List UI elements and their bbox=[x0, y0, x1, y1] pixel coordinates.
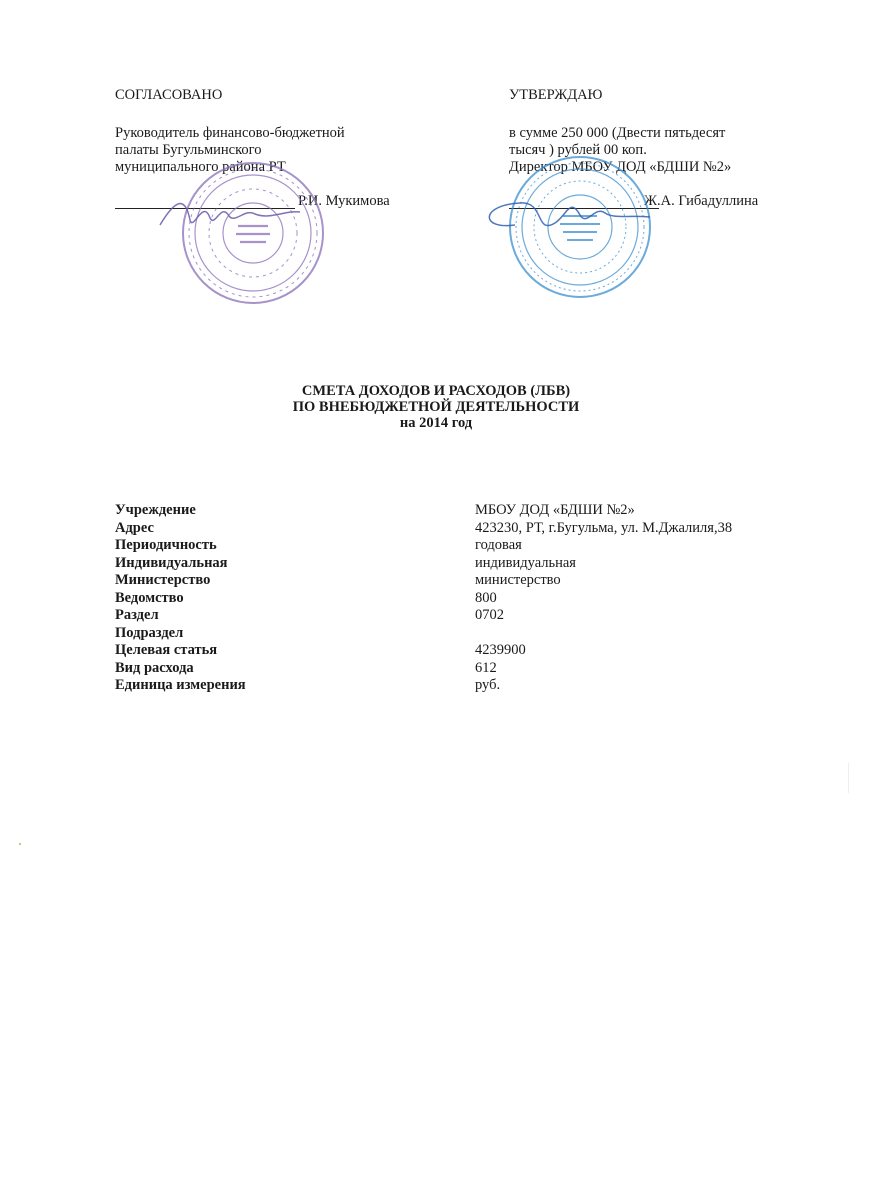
details-row bbox=[115, 555, 815, 573]
details-value: годовая bbox=[475, 537, 522, 553]
details-label: Периодичность bbox=[115, 537, 217, 553]
signature-row bbox=[509, 193, 839, 213]
details-value: 4239900 bbox=[475, 642, 526, 658]
details-label: Вид расхода bbox=[115, 659, 194, 676]
details-label: Ведомство bbox=[115, 589, 184, 606]
details-row bbox=[115, 625, 815, 643]
details-row bbox=[115, 572, 815, 590]
approval-line: палаты Бугульминского bbox=[115, 142, 262, 158]
details-row bbox=[115, 677, 815, 695]
details-value: МБОУ ДОД «БДШИ №2» bbox=[475, 502, 635, 518]
approval-line: Директор МБОУ ДОД «БДШИ №2» bbox=[509, 159, 732, 175]
details-value: 800 bbox=[475, 589, 497, 606]
title-line: ПО ВНЕБЮДЖЕТНОЙ ДЕЯТЕЛЬНОСТИ bbox=[292, 399, 580, 415]
details-row bbox=[115, 502, 815, 520]
signature-line bbox=[115, 208, 295, 209]
details-value: 612 bbox=[475, 659, 497, 676]
approval-block-approved bbox=[509, 87, 839, 213]
approval-line: Руководитель финансово-бюджетной bbox=[115, 125, 345, 141]
details-label: Целевая статья bbox=[115, 642, 218, 658]
details-row bbox=[115, 520, 815, 538]
details-row bbox=[115, 607, 815, 625]
details-label: Единица измерения bbox=[115, 677, 246, 693]
signer-name: Р.И. Мукимова bbox=[298, 193, 390, 209]
approval-line: тысяч ) рублей 00 коп. bbox=[509, 142, 647, 158]
details-value: индивидуальная bbox=[475, 554, 576, 571]
scan-speck bbox=[848, 763, 849, 793]
title-year: на 2014 год bbox=[399, 415, 473, 431]
details-value: 0702 bbox=[475, 607, 504, 623]
approval-line: муниципального района РТ bbox=[115, 159, 286, 175]
approval-block-agreed bbox=[115, 87, 435, 213]
approval-heading: СОГЛАСОВАНО bbox=[115, 87, 223, 103]
details-label: Адрес bbox=[115, 519, 154, 536]
details-value: 423230, РТ, г.Бугульма, ул. М.Джалиля,38 bbox=[475, 519, 733, 536]
details-label: Подраздел bbox=[115, 624, 184, 641]
details-row bbox=[115, 590, 815, 608]
details-label: Раздел bbox=[115, 607, 159, 623]
document-title bbox=[0, 383, 872, 431]
details-value: руб. bbox=[475, 677, 501, 693]
details-label: Министерство bbox=[115, 572, 211, 588]
details-label: Индивидуальная bbox=[115, 554, 228, 571]
approval-line: в сумме 250 000 (Двести пятьдесят bbox=[509, 125, 726, 141]
details-row bbox=[115, 660, 815, 678]
signature-line bbox=[509, 208, 659, 209]
details-row bbox=[115, 642, 815, 660]
details-row bbox=[115, 537, 815, 555]
signer-name: Ж.А. Гибадуллина bbox=[644, 193, 759, 209]
scan-speck bbox=[19, 843, 21, 845]
title-line: СМЕТА ДОХОДОВ И РАСХОДОВ (ЛБВ) bbox=[301, 383, 571, 399]
signature-row bbox=[115, 193, 435, 213]
details-table bbox=[115, 502, 815, 695]
details-label: Учреждение bbox=[115, 502, 196, 518]
approval-heading: УТВЕРЖДАЮ bbox=[509, 87, 603, 103]
details-value: министерство bbox=[475, 572, 561, 588]
